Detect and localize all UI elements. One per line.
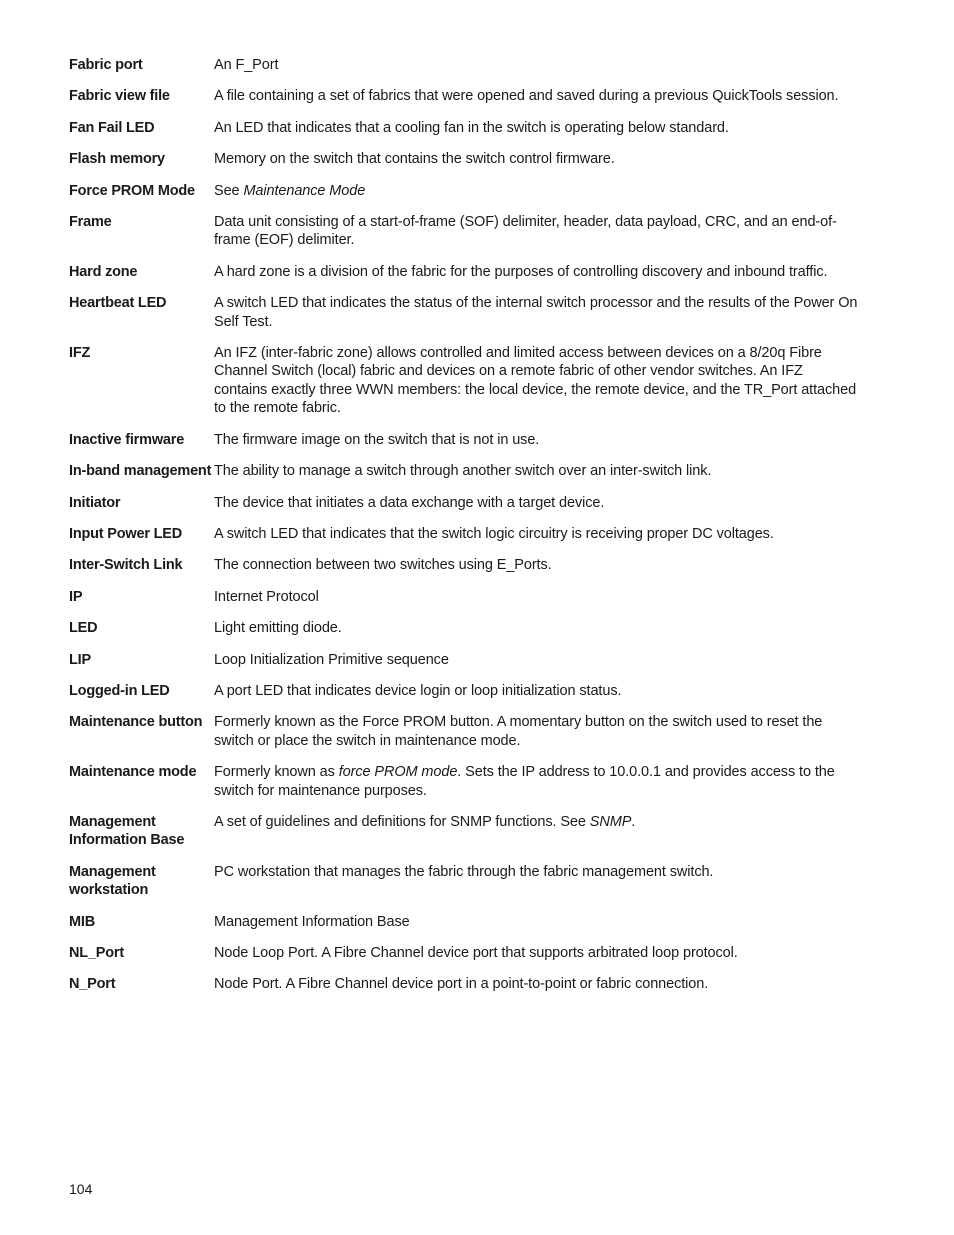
glossary-entry [69,119,859,137]
definition-text: The connection between two switches using E_Ports. [214,557,552,574]
glossary-definition [214,944,859,962]
definition-italic-text: force PROM mode [338,764,458,781]
definition-text: An LED that indicates that a cooling fan in the switch is operating below standard. [214,119,729,136]
glossary-entry [69,619,859,637]
definition-text: Light emitting diode. [214,620,342,637]
definition-text: The device that initiates a data exchange with a target device. [214,494,605,511]
definition-text: Formerly known as the Force PROM button. A momentary button on the switch used to reset the switch or place the switch in maintenance mode. [214,714,823,749]
glossary-term: Management workstation [69,863,156,899]
glossary-definition [214,863,859,881]
glossary-term: Inactive firmware [69,431,185,448]
definition-text: The firmware image on the switch that is not in use. [214,431,540,448]
glossary-definition [214,682,859,700]
glossary-term: Heartbeat LED [69,295,167,312]
glossary-entry [69,556,859,574]
glossary-term: Frame [69,214,112,231]
glossary-term: NL_Port [69,945,124,961]
definition-text: An IFZ (inter-fabric zone) allows controlled and limited access between devices on a 8/20q Fibre Channel Switch (local) fabric and devices on a remote fabric of other vendor switches. An IFZ contains exactly three WWN members: the local device, the remote device, and the TR_Port attached to the remote fabric. [214,345,857,417]
glossary-term: MIB [69,913,95,930]
glossary-term: Initiator [69,494,121,511]
glossary-definition [214,344,859,418]
glossary-entry [69,150,859,168]
glossary-entry [69,525,859,543]
glossary-definition [214,556,859,574]
glossary-definition [214,494,859,512]
definition-text: A set of guidelines and definitions for SNMP functions. See [214,813,590,830]
definition-text: Memory on the switch that contains the switch control firmware. [214,151,615,168]
definition-text: Formerly known as [214,764,339,781]
glossary-definition [214,651,859,669]
glossary-entry [69,213,859,250]
glossary-term: Logged-in LED [69,682,170,699]
definition-text: Node Loop Port. A Fibre Channel device port that supports arbitrated loop protocol. [214,945,738,961]
glossary-definition [214,913,859,931]
glossary-entry [69,651,859,669]
glossary-term: LED [69,620,98,637]
definition-text: . [631,813,636,830]
definition-text: Management Information Base [214,913,410,930]
glossary-definition [214,713,859,750]
definition-text: See [214,182,244,199]
glossary-definition [214,87,859,105]
definition-text: A file containing a set of fabrics that were opened and saved during a previous QuickTools session. [214,88,839,105]
glossary-entry [69,431,859,449]
glossary-term: Management Information Base [69,813,185,849]
glossary-term: Input Power LED [69,525,183,542]
glossary-entry [69,294,859,331]
glossary-entry [69,913,859,931]
definition-text: Loop Initialization Primitive sequence [214,651,449,668]
glossary-term: In-band management [69,463,212,480]
glossary-entry [69,462,859,480]
definition-text: A hard zone is a division of the fabric for the purposes of controlling discovery and inbound traffic. [214,263,828,280]
definition-text: PC workstation that manages the fabric through the fabric management switch. [214,863,714,880]
glossary-definition [214,813,859,831]
glossary-definition [214,588,859,606]
definition-text: A switch LED that indicates the status of the internal switch processor and the results of the Power On Self Test. [214,295,858,330]
definition-text: Data unit consisting of a start-of-frame (SOF) delimiter, header, data payload, CRC, and an end-of-frame (EOF) delimiter. [214,214,837,249]
glossary-entry [69,682,859,700]
glossary-definition [214,462,859,480]
glossary-definition [214,119,859,137]
definition-text: A switch LED that indicates that the switch logic circuitry is receiving proper DC voltages. [214,525,774,542]
definition-text: A port LED that indicates device login or loop initialization status. [214,682,622,699]
glossary-term: IP [69,588,83,605]
definition-italic-text: Maintenance Mode [243,182,366,199]
definition-italic-text: SNMP [589,813,632,830]
glossary-entry [69,944,859,962]
glossary-definition [214,619,859,637]
glossary-entry [69,344,859,418]
glossary-term: Fan Fail LED [69,119,155,136]
definition-text: The ability to manage a switch through another switch over an inter-switch link. [214,463,712,480]
glossary-definition [214,431,859,449]
definition-text: Internet Protocol [214,588,319,605]
page-number: 104 [69,1181,93,1197]
glossary-entry [69,263,859,281]
glossary-list [69,56,859,1007]
glossary-term: N_Port [69,976,116,993]
glossary-term: Force PROM Mode [69,182,195,199]
glossary-term: Maintenance button [69,714,203,731]
glossary-definition [214,56,859,74]
definition-text: An F_Port [214,57,279,73]
glossary-definition [214,763,859,800]
glossary-term: IFZ [69,345,91,362]
glossary-definition [214,213,859,250]
glossary-entry [69,863,859,900]
glossary-term: Fabric port [69,57,143,73]
glossary-entry [69,763,859,800]
glossary-definition [214,525,859,543]
definition-text: Node Port. A Fibre Channel device port in a point-to-point or fabric connection. [214,976,709,993]
glossary-entry [69,588,859,606]
glossary-term: Flash memory [69,151,165,168]
glossary-term: Hard zone [69,263,138,280]
glossary-definition [214,294,859,331]
glossary-term: Maintenance mode [69,764,197,781]
glossary-definition [214,975,859,993]
glossary-term: Inter-Switch Link [69,557,183,574]
glossary-entry [69,182,859,200]
glossary-term: LIP [69,651,91,668]
glossary-entry [69,494,859,512]
glossary-entry [69,975,859,993]
glossary-entry [69,713,859,750]
definition-text: . Sets the IP address to 10.0.0.1 and provides access to the switch for maintenance purposes. [214,764,835,799]
glossary-definition [214,263,859,281]
glossary-definition [214,182,859,200]
glossary-term: Fabric view file [69,88,170,105]
glossary-entry [69,56,859,74]
glossary-definition [214,150,859,168]
glossary-entry [69,87,859,105]
glossary-entry [69,813,859,850]
